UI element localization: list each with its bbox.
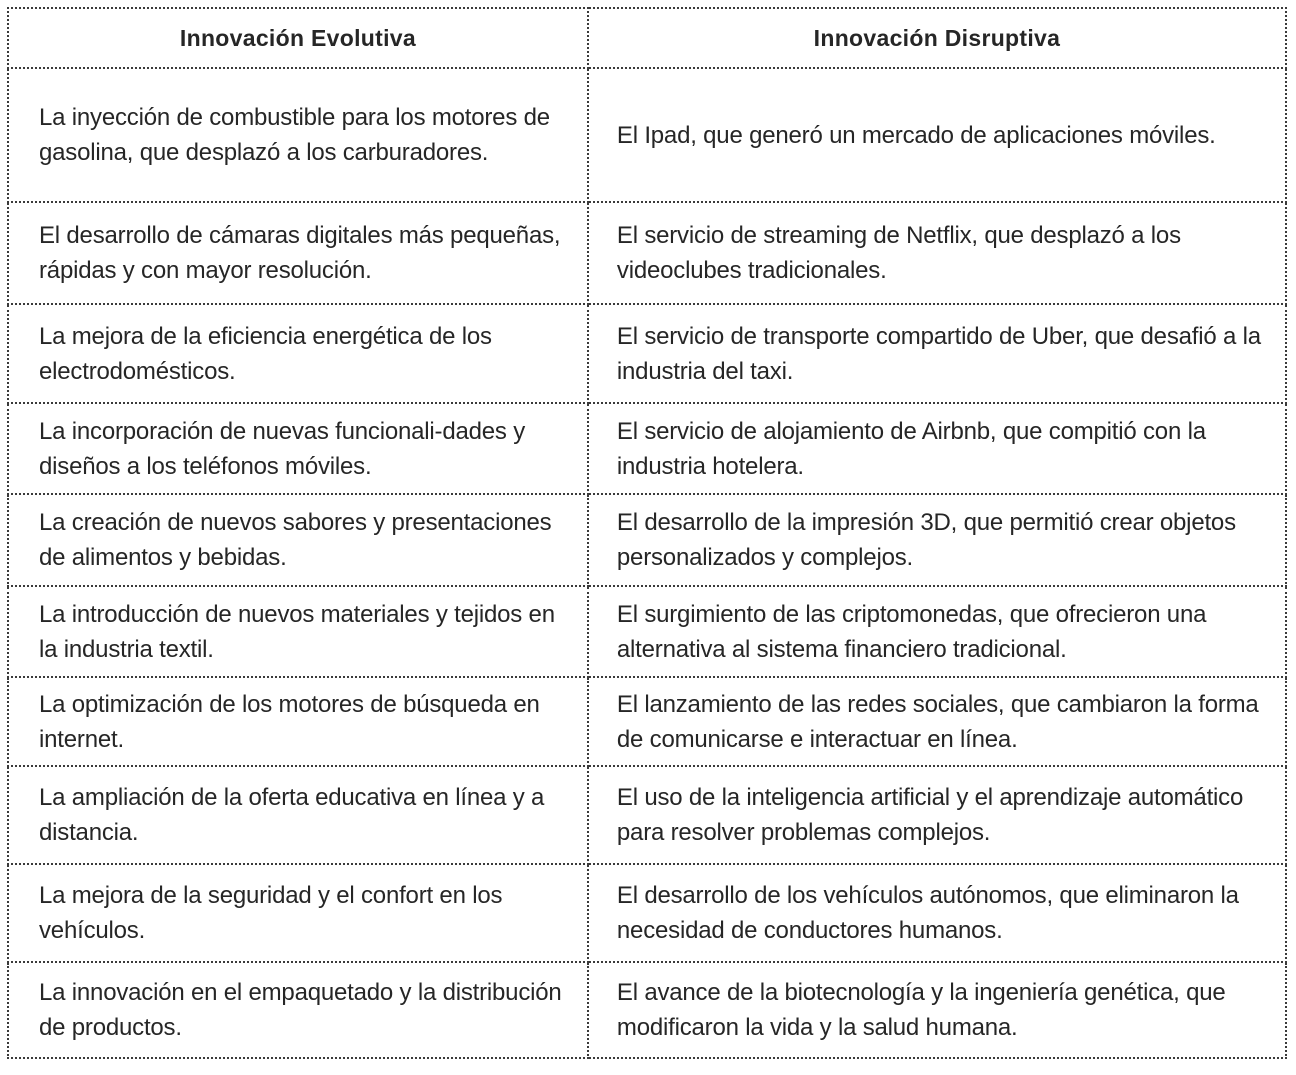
cell-disruptiva: El surgimiento de las criptomonedas, que ofrecieron una alternativa al sistema financiero tradicional. (588, 586, 1286, 677)
cell-evolutiva: La mejora de la eficiencia energética de los electrodomésticos. (8, 304, 588, 403)
cell-disruptiva: El servicio de alojamiento de Airbnb, que compitió con la industria hotelera. (588, 403, 1286, 494)
cell-evolutiva: La creación de nuevos sabores y presentaciones de alimentos y bebidas. (8, 494, 588, 586)
table-row (8, 304, 1286, 403)
cell-evolutiva: El desarrollo de cámaras digitales más pequeñas, rápidas y con mayor resolución. (8, 202, 588, 304)
header-evolutiva: Innovación Evolutiva (8, 8, 588, 68)
cell-disruptiva: El servicio de transporte compartido de Uber, que desafió a la industria del taxi. (588, 304, 1286, 403)
cell-disruptiva: El lanzamiento de las redes sociales, que cambiaron la forma de comunicarse e interactuar en línea. (588, 677, 1286, 766)
cell-disruptiva: El Ipad, que generó un mercado de aplicaciones móviles. (588, 68, 1286, 202)
header-row (8, 8, 1286, 68)
table-row (8, 202, 1286, 304)
table-row (8, 677, 1286, 766)
table-row (8, 962, 1286, 1058)
cell-evolutiva: La optimización de los motores de búsqueda en internet. (8, 677, 588, 766)
cell-disruptiva: El servicio de streaming de Netflix, que desplazó a los videoclubes tradicionales. (588, 202, 1286, 304)
cell-evolutiva: La innovación en el empaquetado y la distribución de productos. (8, 962, 588, 1058)
table-row (8, 494, 1286, 586)
cell-disruptiva: El avance de la biotecnología y la ingeniería genética, que modificaron la vida y la salud humana. (588, 962, 1286, 1058)
table-row (8, 68, 1286, 202)
cell-evolutiva: La inyección de combustible para los motores de gasolina, que desplazó a los carburadores. (8, 68, 588, 202)
table-row (8, 586, 1286, 677)
cell-disruptiva: El desarrollo de los vehículos autónomos, que eliminaron la necesidad de conductores humanos. (588, 864, 1286, 962)
cell-disruptiva: El desarrollo de la impresión 3D, que permitió crear objetos personalizados y complejos. (588, 494, 1286, 586)
table-row (8, 864, 1286, 962)
cell-evolutiva: La incorporación de nuevas funcionali-dades y diseños a los teléfonos móviles. (8, 403, 588, 494)
table-row (8, 766, 1286, 864)
cell-evolutiva: La introducción de nuevos materiales y tejidos en la industria textil. (8, 586, 588, 677)
comparison-table (7, 7, 1287, 1059)
table-row (8, 403, 1286, 494)
cell-disruptiva: El uso de la inteligencia artificial y el aprendizaje automático para resolver problemas complejos. (588, 766, 1286, 864)
header-disruptiva: Innovación Disruptiva (588, 8, 1286, 68)
cell-evolutiva: La ampliación de la oferta educativa en línea y a distancia. (8, 766, 588, 864)
cell-evolutiva: La mejora de la seguridad y el confort en los vehículos. (8, 864, 588, 962)
